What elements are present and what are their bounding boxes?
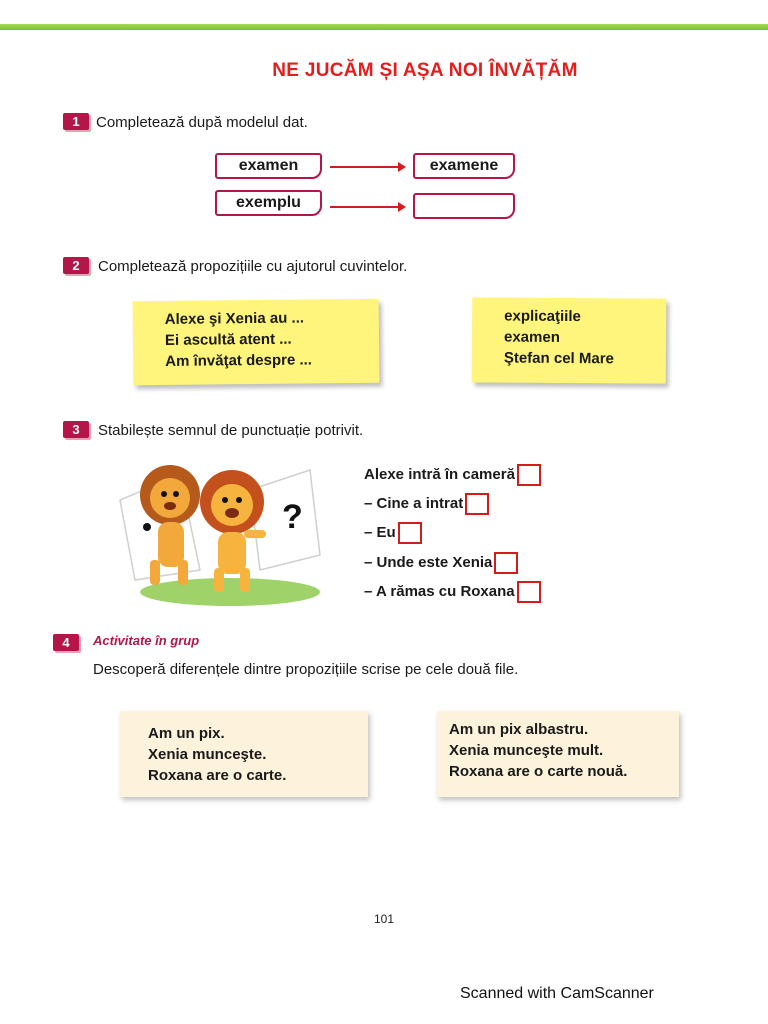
punct-box-1[interactable]: [517, 464, 541, 486]
punct-line-4: [364, 552, 518, 574]
model-arrow: [330, 166, 404, 168]
model-plural-box: examene: [413, 153, 515, 179]
punct-line-3-text: – Eu: [364, 524, 396, 541]
punct-line-5: [364, 581, 541, 603]
exercise-2-instruction: Completează propozițiile cu ajutorul cuvintelor.: [98, 258, 408, 275]
left-card-line-1: Am un pix.: [148, 725, 225, 742]
exercise-4-instruction: Descoperă diferențele dintre propozițiile scrise pe cele două file.: [93, 661, 519, 678]
left-card-line-3: Roxana are o carte.: [148, 767, 287, 784]
model-word-box: examen: [215, 153, 322, 179]
sentence-1: Alexe şi Xenia au ...: [164, 309, 305, 328]
page-title: NE JUCĂM ȘI AȘA NOI ÎNVĂȚĂM: [272, 60, 578, 81]
punct-line-5-text: – A rămas cu Roxana: [364, 583, 515, 600]
answer-box[interactable]: [413, 193, 515, 219]
answer-arrow: [330, 206, 404, 208]
exercise-4-number: 4: [53, 634, 79, 651]
question-symbol: ?: [282, 498, 303, 536]
punct-box-5[interactable]: [517, 581, 541, 603]
punct-line-1-text: Alexe intră în cameră: [364, 466, 515, 483]
top-green-bar: [0, 24, 768, 30]
left-card: [120, 711, 368, 797]
word-3: Ştefan cel Mare: [503, 349, 614, 368]
punct-line-1: [364, 464, 541, 486]
word-2: examen: [503, 328, 560, 346]
exercise-2-number: 2: [63, 257, 89, 274]
exercise-3-instruction: Stabilește semnul de punctuație potrivit.: [98, 422, 364, 439]
left-card-line-2: Xenia munceşte.: [148, 746, 267, 763]
exercise-1-instruction: Completează după modelul dat.: [96, 114, 308, 131]
dot-symbol: [143, 523, 151, 531]
punct-line-3: [364, 522, 422, 544]
right-card-line-3: Roxana are o carte nouă.: [449, 763, 628, 780]
word-box: exemplu: [215, 190, 322, 216]
lion-right: [200, 470, 266, 592]
exercise-3-number: 3: [63, 421, 89, 438]
sentence-3: Am învăţat despre ...: [165, 351, 312, 370]
right-card: [437, 711, 679, 797]
punct-box-4[interactable]: [494, 552, 518, 574]
lions-illustration: [110, 460, 330, 610]
words-note: [472, 297, 667, 383]
sentence-2: Ei ascultă atent ...: [164, 330, 292, 349]
exercise-1-number: 1: [63, 113, 89, 130]
punct-box-2[interactable]: [465, 493, 489, 515]
scanner-watermark: Scanned with CamScanner: [460, 985, 654, 1002]
right-card-line-1: Am un pix albastru.: [449, 721, 589, 738]
right-card-line-2: Xenia munceşte mult.: [449, 742, 604, 759]
punct-line-2: [364, 493, 489, 515]
page-number: 101: [373, 912, 395, 926]
word-1: explicaţiile: [504, 307, 581, 326]
punct-box-3[interactable]: [398, 522, 422, 544]
activity-label: Activitate în grup: [93, 633, 200, 648]
grass-patch: [140, 578, 320, 606]
punct-line-4-text: – Unde este Xenia: [364, 554, 493, 571]
punct-line-2-text: – Cine a intrat: [364, 495, 464, 512]
sentences-note: [133, 299, 380, 386]
